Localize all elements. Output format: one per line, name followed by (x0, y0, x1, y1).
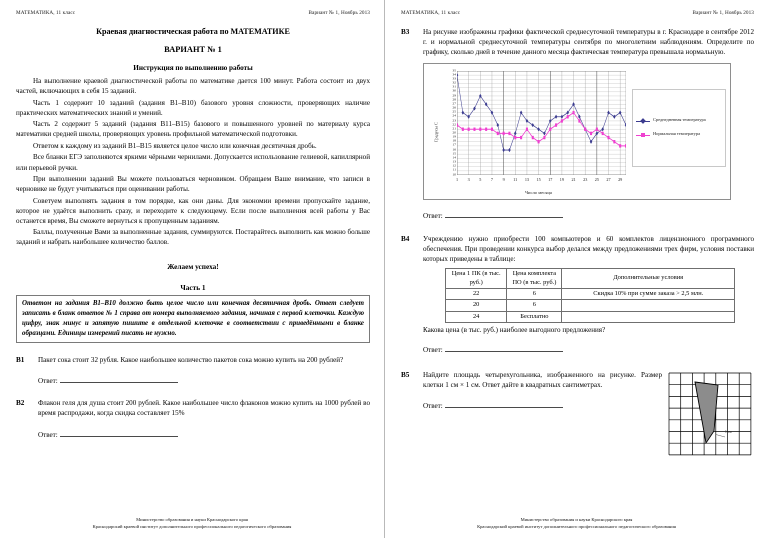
answer-format-box: Ответом на задания В1–В10 должно быть целое число или конечная десятичная дробь. Ответ следует записать в бланк ответов № 1 справа от номера выполняемого задания, начиная с первой клеточки. Каждую цифру, знак минус и запятую пишите в отдельной клеточке в соответствии с приведёнными в бланке образцами. Единицы измерений писать не нужно. (16, 295, 370, 343)
good-luck-text: Желаем успеха! (167, 262, 219, 271)
column-header-pc-price: Цена 1 ПК (в тыс. руб.) (446, 269, 507, 289)
variant-title: ВАРИАНТ № 1 (164, 45, 222, 54)
chart-y-tick-label: 26 (452, 105, 456, 110)
table-row (446, 288, 735, 299)
task-b4-question: Какова цена (в тыс. руб.) наиболее выгодного предложения? (423, 325, 606, 334)
answer-label: Ответ: (423, 345, 443, 354)
chart-y-tick-label: 23 (452, 117, 456, 122)
instruction-paragraph: На выполнение краевой диагностической работы по математике дается 100 минут. Работа состоит из двух частей, включающих в себя 15 заданий. (16, 77, 370, 96)
chart-x-tick-label: 9 (502, 176, 505, 182)
task-text: Учреждению нужно приобрести 100 компьютеров и 60 комплектов лицензионного программного обеспечения. При проведении конкурса выбор делался между предложениями трех фирм, условия поставки которых приведены в таблице: (423, 234, 754, 264)
cell-software-price: 6 (507, 288, 562, 299)
legend-label: Среднедневная температура (653, 117, 706, 123)
answer-label: Ответ: (38, 377, 58, 386)
answer-blank[interactable] (445, 401, 563, 408)
task-b5-text-column (401, 370, 662, 410)
right-page (384, 0, 768, 538)
page-footer (0, 517, 384, 531)
instruction-paragraph: Советуем выполнять задания в том порядке, как они даны. Для экономии времени пропускайте задание, которое не удаётся выполнить сразу, и переходите к следующему. Если после выполнения всей работы у Вас останется время, Вы сможете вернуться к пропущенным заданиям. (16, 196, 370, 225)
footer-line-2: Краснодарский краевой институт дополнительного профессионального педагогического образования (92, 524, 292, 530)
instruction-paragraph: Ответом к каждому из заданий В1–В15 является целое число или конечная десятичная дробь. (33, 141, 317, 150)
legend-item-normal (636, 131, 722, 138)
chart-y-tick-label: 27 (452, 101, 456, 106)
answer-label: Ответ: (423, 402, 443, 411)
table-row (446, 300, 735, 311)
chart-y-axis-label: Градусы С (433, 121, 439, 142)
running-head (401, 10, 754, 16)
answer-line-b2 (38, 430, 370, 439)
cm-leader-line (716, 434, 725, 437)
quadrilateral-figure (668, 372, 752, 456)
quadrilateral-shape (695, 382, 718, 443)
chart-x-tick-label: 25 (594, 176, 599, 182)
chart-y-tick-label: 11 (452, 167, 456, 172)
instruction-paragraph: Баллы, полученные Вами за выполненные задания, суммируются. Постарайтесь выполнить как можно больше заданий и набрать наибольшее количество баллов. (16, 228, 370, 247)
legend-label: Нормальная температура (653, 131, 701, 137)
task-code: В4 (401, 234, 410, 243)
answer-blank[interactable] (60, 430, 178, 437)
footer-line-1: Министерство образования и науки Краснодарского края (520, 517, 633, 523)
chart-x-tick-label: 3 (467, 176, 470, 182)
instruction-title: Инструкция по выполнению работы (133, 64, 253, 72)
chart-y-tick-label: 22 (452, 121, 456, 126)
legend-item-actual (636, 117, 722, 124)
cell-pc-price: 20 (446, 300, 507, 311)
part-title: Часть 1 (180, 283, 206, 292)
chart-x-tick-label: 5 (479, 176, 482, 182)
chart-y-tick-label: 13 (452, 159, 456, 164)
runhead-left: МАТЕМАТИКА, 11 класс (16, 10, 76, 16)
cell-conditions (562, 300, 735, 311)
chart-y-tick-label: 18 (452, 138, 456, 143)
answer-blank[interactable] (60, 376, 178, 383)
table-body (446, 288, 735, 322)
cell-conditions (562, 311, 735, 322)
answer-blank[interactable] (445, 211, 563, 218)
table-header (446, 269, 735, 289)
chart-y-tick-label: 34 (452, 72, 456, 77)
chart-y-tick-label: 14 (452, 155, 456, 160)
instruction-paragraph: Часть 1 содержит 10 заданий (задания В1–В10) базового уровня сложности, проверяющих наличие практических математических знаний и умений. (16, 98, 370, 117)
chart-y-tick-label: 16 (452, 146, 456, 151)
chart-x-ticks (457, 176, 626, 186)
chart-x-tick-label: 1 (455, 176, 459, 182)
chart-y-tick-label: 32 (452, 80, 456, 85)
chart-y-tick-label: 33 (452, 76, 456, 81)
chart-x-tick-label: 23 (583, 176, 588, 182)
table-row (446, 311, 735, 322)
cell-software-price: 6 (507, 300, 562, 311)
chart-x-tick-label: 7 (490, 176, 493, 182)
instruction-paragraph: Часть 2 содержит 5 заданий (задания В11–В15) базового и повышенного уровней по материалу курса математики средней школы, проверяющих уровень профильной математической подготовки. (16, 120, 370, 139)
chart-x-tick-label: 21 (571, 176, 576, 182)
task-code: В2 (16, 399, 25, 408)
chart-plot-area (457, 71, 626, 175)
chart-legend (632, 89, 726, 167)
page-title: Краевая диагностическая работа по МАТЕМАТИКЕ (96, 27, 290, 36)
answer-label: Ответ: (38, 430, 58, 439)
task-text: Флакон геля для душа стоит 200 рублей. Какое наибольшее число флаконов можно купить на 1000 рублей во время распродажи, когда скидка составляет 15% (38, 399, 370, 418)
task-text: Пакет сока стоит 32 рубля. Какое наибольшее количество пакетов сока можно купить на 200 рублей? (38, 356, 344, 364)
cell-pc-price: 24 (446, 311, 507, 322)
legend-marker-icon (636, 118, 650, 124)
chart-x-tick-label: 19 (559, 176, 564, 182)
task-b5-heading (401, 370, 662, 390)
chart-y-tick-label: 30 (452, 88, 456, 93)
answer-line-b5 (423, 401, 662, 410)
chart-y-tick-label: 19 (452, 134, 456, 139)
chart-y-tick-label: 31 (452, 84, 456, 89)
chart-x-tick-label: 29 (618, 176, 623, 182)
task-b5 (401, 370, 754, 456)
chart-y-tick-label: 12 (452, 163, 456, 168)
task-b4 (401, 234, 754, 265)
running-head (16, 10, 370, 16)
task-b2 (16, 398, 370, 418)
runhead-right: Вариант № 1, Ноябрь 2013 (308, 10, 370, 16)
task-text: Найдите площадь четырехугольника, изображенного на рисунке. Размер клетки 1 см × 1 см. Ответ дайте в квадратных сантиметрах. (423, 370, 662, 390)
task-code: В5 (401, 370, 410, 379)
chart-y-tick-label: 28 (452, 96, 456, 101)
instruction-paragraph: Все бланки ЕГЭ заполняются яркими чёрными чернилами. Допускается использование гелиевой, капиллярной или перьевой ручки. (16, 153, 370, 172)
footer-line-2: Краснодарский краевой институт дополнительного профессионального педагогического образования (477, 524, 676, 530)
chart-plot-region (426, 67, 630, 197)
runhead-left: МАТЕМАТИКА, 11 класс (401, 10, 461, 16)
chart-svg (457, 71, 626, 175)
chart-x-tick-label: 11 (513, 176, 518, 182)
chart-y-tick-label: 20 (452, 130, 456, 135)
chart-x-tick-label: 27 (606, 176, 611, 182)
column-header-software-price: Цена комплекта ПО (в тыс. руб.) (507, 269, 562, 289)
chart-y-tick-label: 35 (452, 67, 456, 72)
chart-y-tick-label: 25 (452, 109, 456, 114)
answer-blank[interactable] (445, 345, 563, 352)
chart-y-tick-label: 15 (452, 151, 456, 156)
runhead-right: Вариант № 1, Ноябрь 2013 (692, 10, 754, 16)
answer-line-b3 (423, 211, 754, 220)
instruction-paragraph: При выполнении заданий Вы можете пользоваться черновиком. Обращаем Ваше внимание, что записи в черновике не будут учитываться при оценивании работы. (16, 175, 370, 194)
task-b1 (16, 355, 370, 365)
task-code: В3 (401, 28, 410, 36)
chart-y-tick-label: 21 (452, 126, 456, 131)
offers-table (445, 268, 735, 323)
chart-y-tick-label: 24 (452, 113, 456, 118)
cell-conditions: Скидка 10% при сумме заказа > 2,5 млн. (562, 288, 735, 299)
answer-label: Ответ: (423, 211, 443, 220)
column-header-conditions: Дополнительные условия (562, 269, 735, 289)
chart-y-tick-label: 10 (452, 171, 456, 176)
answer-line-b4 (423, 345, 754, 354)
temperature-chart (423, 63, 731, 200)
footer-line-1: Министерство образования и науки Краснодарского края (136, 517, 248, 523)
chart-x-tick-label: 15 (536, 176, 541, 182)
answer-line-b1 (38, 376, 370, 385)
cell-pc-price: 22 (446, 288, 507, 299)
task-b3 (401, 27, 754, 58)
chart-x-axis-label: Число месяца (525, 189, 552, 195)
cell-software-price: Бесплатно (507, 311, 562, 322)
chart-y-tick-label: 17 (452, 142, 456, 147)
task-text: На рисунке изображены графики фактической среднесуточной температуры в г. Краснодаре в сентябре 2012 г. и нормальной среднесуточной температуры сентября по многолетним наблюдениям. Определите по графику, сколько дней в течение данного месяца фактическая температура превышала нормальную. (423, 28, 754, 57)
chart-x-tick-label: 17 (548, 176, 553, 182)
chart-axes (434, 67, 628, 197)
chart-y-tick-label: 29 (452, 92, 456, 97)
table-header-row (446, 269, 735, 289)
chart-x-tick-label: 13 (524, 176, 530, 182)
page-footer (385, 517, 768, 531)
cell-size-label: 1 см (725, 429, 732, 434)
grid-svg (668, 372, 752, 456)
legend-marker-icon (636, 132, 650, 138)
task-code: В1 (16, 356, 25, 364)
